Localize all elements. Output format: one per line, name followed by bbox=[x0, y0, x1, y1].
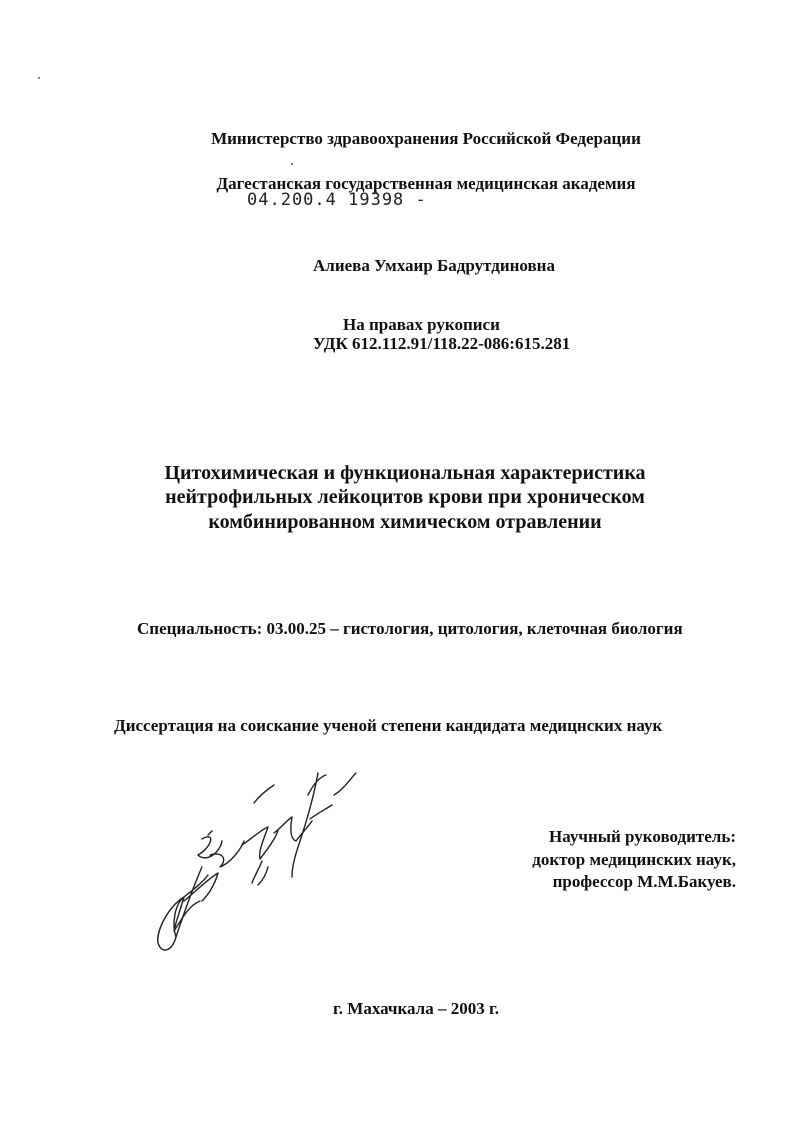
dust-speck-2 bbox=[291, 163, 293, 165]
registration-stamp-number: 04.200.4 19398 - bbox=[247, 190, 427, 210]
academy-heading: Дагестанская государственная медицинская академия bbox=[216, 174, 636, 193]
title-line-3: комбинированном химическом отравлении bbox=[208, 510, 602, 533]
handwritten-signature bbox=[150, 755, 365, 965]
title-line-1: Цитохимическая и функциональная характеристика bbox=[164, 462, 646, 484]
supervisor-degree: доктор медицинских наук, bbox=[532, 850, 736, 869]
place-and-year: г. Махачкала – 2003 г. bbox=[332, 999, 500, 1018]
supervisor-label: Научный руководитель: bbox=[549, 827, 736, 846]
supervisor-name: профессор М.М.Бакуев. bbox=[552, 872, 736, 891]
author-name: Алиева Умхаир Бадрутдиновна bbox=[313, 256, 555, 275]
specialty-line: Специальность: 03.00.25 – гистология, цитология, клеточная биология bbox=[137, 619, 683, 638]
dissertation-title bbox=[100, 461, 710, 534]
dissertation-degree-line: Диссертация на соискание ученой степени кандидата медицнских наук bbox=[114, 716, 663, 735]
dust-speck-1 bbox=[38, 77, 40, 79]
manuscript-rights-note: На правах рукописи bbox=[343, 315, 500, 334]
title-line-2: нейтрофильных лейкоцитов крови при хроническом bbox=[165, 486, 645, 509]
udc-code: УДК 612.112.91/118.22-086:615.281 bbox=[313, 334, 571, 353]
ministry-heading: Министерство здравоохранения Российской Федерации bbox=[211, 129, 641, 148]
